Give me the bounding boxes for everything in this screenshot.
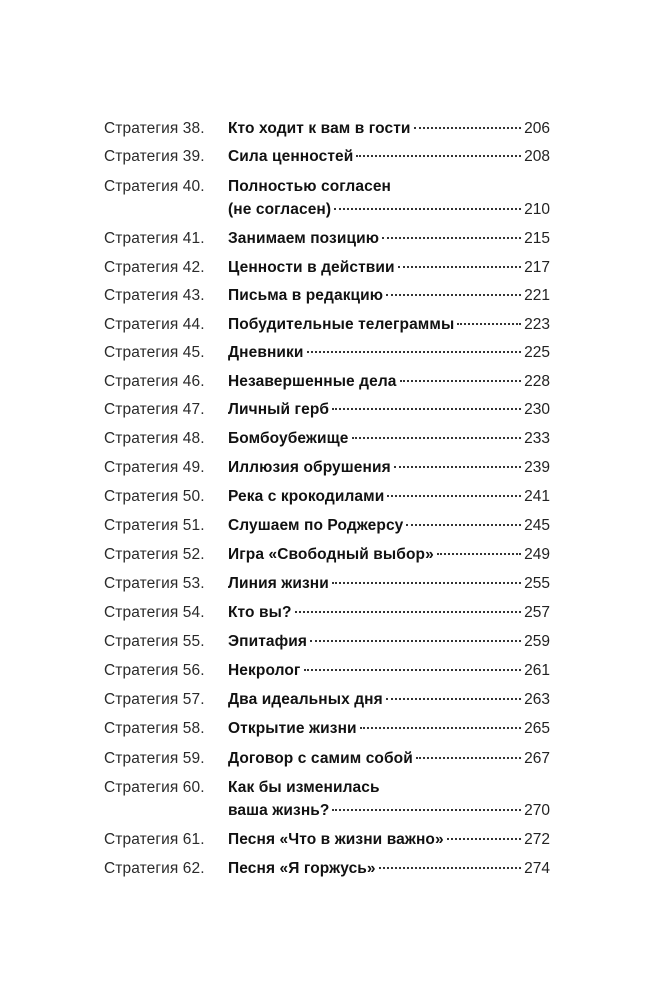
entry-prefix: Стратегия 58. <box>104 720 205 737</box>
entry-prefix: Стратегия 57. <box>104 691 205 708</box>
dot-leader <box>386 697 521 700</box>
entry-title: Личный герб <box>228 401 330 418</box>
entry-prefix: Стратегия 43. <box>104 287 205 304</box>
page-number: 223 <box>524 316 550 333</box>
entry-prefix: Стратегия 38. <box>104 120 205 137</box>
page-number: 249 <box>524 546 550 563</box>
page-number: 270 <box>524 802 550 819</box>
entry-prefix: Стратегия 40. <box>104 178 205 195</box>
page-number: 263 <box>524 691 550 708</box>
dot-leader <box>400 379 522 382</box>
entry-prefix: Стратегия 39. <box>104 148 205 165</box>
entry-title: Некролог <box>228 662 301 679</box>
entry-title: Река с крокодилами <box>228 488 385 505</box>
entry-title: Ценности в действии <box>228 259 395 276</box>
page-number: 255 <box>524 575 550 592</box>
page-number: 241 <box>524 488 550 505</box>
entry-prefix: Стратегия 62. <box>104 860 205 877</box>
page-number: 206 <box>524 120 550 137</box>
dot-leader <box>437 552 521 555</box>
dot-leader <box>360 726 521 729</box>
entry-prefix: Стратегия 45. <box>104 344 205 361</box>
entry-title: Бомбоубежище <box>228 430 349 447</box>
page-number: 217 <box>524 259 550 276</box>
entry-title: Слушаем по Роджерсу <box>228 517 404 534</box>
dot-leader <box>406 523 521 526</box>
entry-prefix: Стратегия 42. <box>104 259 205 276</box>
entry-title: Сила ценностей <box>228 148 354 165</box>
entry-title-line1: Как бы изменилась <box>228 779 380 796</box>
dot-leader <box>387 494 521 497</box>
entry-prefix: Стратегия 49. <box>104 459 205 476</box>
entry-prefix: Стратегия 51. <box>104 517 205 534</box>
dot-leader <box>398 265 521 268</box>
dot-leader <box>414 126 522 129</box>
page-number: 221 <box>524 287 550 304</box>
dot-leader <box>332 407 521 410</box>
dot-leader <box>457 322 521 325</box>
entry-title: Договор с самим собой <box>228 750 413 767</box>
page-number: 210 <box>524 201 550 218</box>
entry-title: Незавершенные дела <box>228 373 397 390</box>
entry-prefix: Стратегия 48. <box>104 430 205 447</box>
entry-title: Песня «Я горжусь» <box>228 860 376 877</box>
dot-leader <box>310 639 521 642</box>
page-number: 257 <box>524 604 550 621</box>
dot-leader <box>295 610 522 613</box>
dot-leader <box>332 581 521 584</box>
dot-leader <box>307 350 522 353</box>
entry-title: Дневники <box>228 344 304 361</box>
page-number: 274 <box>524 860 550 877</box>
entry-title: Открытие жизни <box>228 720 357 737</box>
page-number: 272 <box>524 831 550 848</box>
entry-prefix: Стратегия 54. <box>104 604 205 621</box>
page-number: 245 <box>524 517 550 534</box>
page-number: 259 <box>524 633 550 650</box>
entry-title: Кто вы? <box>228 604 292 621</box>
entry-prefix: Стратегия 46. <box>104 373 205 390</box>
entry-prefix: Стратегия 59. <box>104 750 205 767</box>
page-number: 239 <box>524 459 550 476</box>
entry-prefix: Стратегия 61. <box>104 831 205 848</box>
entry-title: Побудительные телеграммы <box>228 316 455 333</box>
entry-title-line1: Полностью согласен <box>228 178 392 195</box>
entry-prefix: Стратегия 47. <box>104 401 205 418</box>
page-number: 265 <box>524 720 550 737</box>
entry-title: Эпитафия <box>228 633 308 650</box>
entry-title: Игра «Свободный выбор» <box>228 546 434 563</box>
dot-leader <box>332 808 521 811</box>
entry-title: (не согласен) <box>228 201 332 218</box>
page-number: 225 <box>524 344 550 361</box>
page-number: 267 <box>524 750 550 767</box>
page-number: 228 <box>524 373 550 390</box>
entry-prefix: Стратегия 53. <box>104 575 205 592</box>
page-number: 233 <box>524 430 550 447</box>
entry-prefix: Стратегия 52. <box>104 546 205 563</box>
dot-leader <box>356 154 521 157</box>
dot-leader <box>352 436 522 439</box>
entry-title: Занимаем позицию <box>228 230 380 247</box>
entry-title: Два идеальных дня <box>228 691 383 708</box>
entry-title: Линия жизни <box>228 575 329 592</box>
dot-leader <box>416 756 521 759</box>
page-number: 215 <box>524 230 550 247</box>
page-number: 208 <box>524 148 550 165</box>
entry-prefix: Стратегия 56. <box>104 662 205 679</box>
entry-prefix: Стратегия 50. <box>104 488 205 505</box>
page-number: 230 <box>524 401 550 418</box>
dot-leader <box>304 668 522 671</box>
dot-leader <box>334 207 521 210</box>
entry-prefix: Стратегия 55. <box>104 633 205 650</box>
entry-title: Иллюзия обрушения <box>228 459 391 476</box>
entry-prefix: Стратегия 41. <box>104 230 205 247</box>
dot-leader <box>386 293 521 296</box>
dot-leader <box>394 465 521 468</box>
entry-title: ваша жизнь? <box>228 802 330 819</box>
entry-title: Письма в редакцию <box>228 287 384 304</box>
page-number: 261 <box>524 662 550 679</box>
dot-leader <box>379 866 521 869</box>
dot-leader <box>447 837 521 840</box>
entry-title: Песня «Что в жизни важно» <box>228 831 444 848</box>
entry-prefix: Стратегия 44. <box>104 316 205 333</box>
entry-title: Кто ходит к вам в гости <box>228 120 411 137</box>
entry-prefix: Стратегия 60. <box>104 779 205 796</box>
dot-leader <box>382 236 521 239</box>
